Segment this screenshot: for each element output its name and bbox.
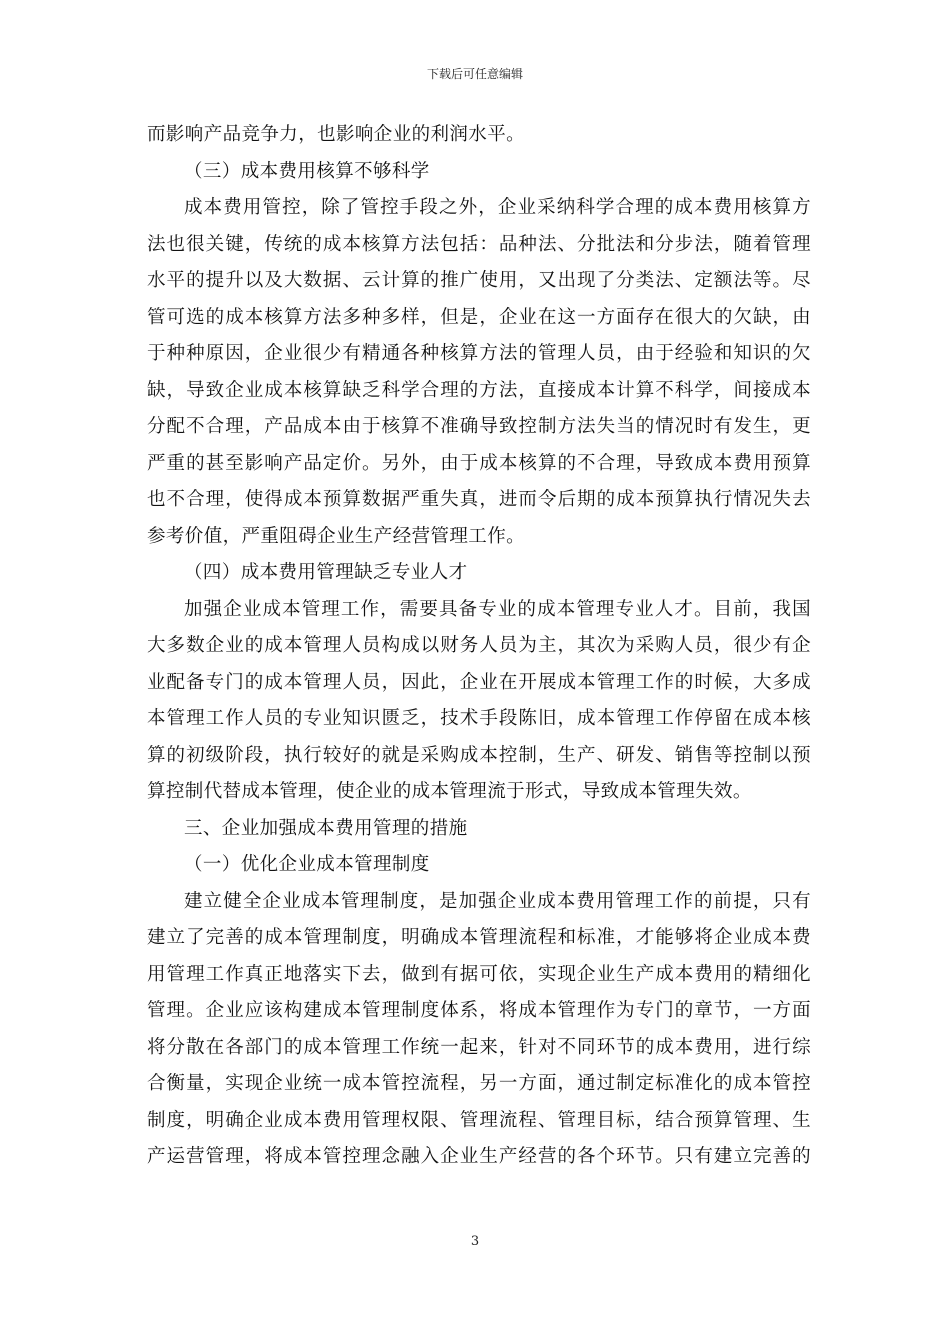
page-header: 下载后可任意编辑 xyxy=(426,67,523,81)
paragraph-line: 产运营管理，将成本管控理念融入企业生产经营的各个环节。只有建立完善的 xyxy=(147,1146,811,1167)
paragraph-line: 也不合理，使得成本预算数据严重失真，进而令后期的成本预算执行情况失去 xyxy=(147,489,811,510)
paragraph-line: 将分散在各部门的成本管理工作统一起来，针对不同环节的成本费用，进行综 xyxy=(147,1036,811,1058)
section-heading: （三）成本费用核算不够科学 xyxy=(184,160,430,182)
paragraph-line: 用管理工作真正地落实下去，做到有据可依，实现企业生产成本费用的精细化 xyxy=(147,963,811,985)
section-heading: （一）优化企业成本管理制度 xyxy=(184,854,430,875)
paragraph-line: 法也很关键，传统的成本核算方法包括：品种法、分批法和分步法，随着管理 xyxy=(147,233,811,255)
paragraph-line: 算控制代替成本管理，使企业的成本管理流于形式，导致成本管理失效。 xyxy=(147,781,752,802)
paragraph-line: 分配不合理，产品成本由于核算不准确导致控制方法失当的情况时有发生，更 xyxy=(147,416,811,437)
paragraph-line: 管理。企业应该构建成本管理制度体系，将成本管理作为专门的章节，一方面 xyxy=(147,1000,811,1021)
paragraph-line: 成本费用管控，除了管控手段之外，企业采纳科学合理的成本费用核算方 xyxy=(184,197,811,218)
document-body xyxy=(147,117,811,1176)
paragraph-line: 业配备专门的成本管理人员，因此，企业在开展成本管理工作的时候，大多成 xyxy=(147,671,811,693)
paragraph-line: 严重的甚至影响产品定价。另外，由于成本核算的不合理，导致成本费用预算 xyxy=(147,452,811,474)
paragraph-line: 制度，明确企业成本费用管理权限、管理流程、管理目标，结合预算管理、生 xyxy=(147,1109,811,1131)
paragraph-line: 缺，导致企业成本核算缺乏科学合理的方法，直接成本计算不科学，间接成本 xyxy=(147,379,811,401)
paragraph-line: 合衡量，实现企业统一成本管控流程，另一方面，通过制定标准化的成本管控 xyxy=(147,1073,811,1094)
paragraph-line: 加强企业成本管理工作，需要具备专业的成本管理专业人才。目前，我国 xyxy=(184,598,811,620)
paragraph-line: 大多数企业的成本管理人员构成以财务人员为主，其次为采购人员，很少有企 xyxy=(147,635,811,656)
page-number: 3 xyxy=(470,1234,480,1249)
paragraph-line: 算的初级阶段，执行较好的就是采购成本控制，生产、研发、销售等控制以预 xyxy=(147,744,811,766)
paragraph-line: 本管理工作人员的专业知识匮乏，技术手段陈旧，成本管理工作停留在成本核 xyxy=(147,708,811,729)
paragraph-line: 参考价值，严重阻碍企业生产经营管理工作。 xyxy=(147,525,526,547)
section-heading: （四）成本费用管理缺乏专业人才 xyxy=(184,562,468,583)
paragraph-line: 建立了完善的成本管理制度，明确成本管理流程和标准，才能够将企业成本费 xyxy=(147,927,811,948)
section-heading: 三、企业加强成本费用管理的措施 xyxy=(184,817,468,839)
paragraph-line: 水平的提升以及大数据、云计算的推广使用，又出现了分类法、定额法等。尽 xyxy=(147,270,811,291)
paragraph-line: 而影响产品竞争力，也影响企业的利润水平。 xyxy=(147,124,526,145)
paragraph-line: 建立健全企业成本管理制度，是加强企业成本费用管理工作的前提，只有 xyxy=(184,890,811,912)
paragraph-line: 于种种原因，企业很少有精通各种核算方法的管理人员，由于经验和知识的欠 xyxy=(147,343,811,364)
paragraph-line: 管可选的成本核算方法多种多样，但是，企业在这一方面存在很大的欠缺，由 xyxy=(147,306,811,328)
